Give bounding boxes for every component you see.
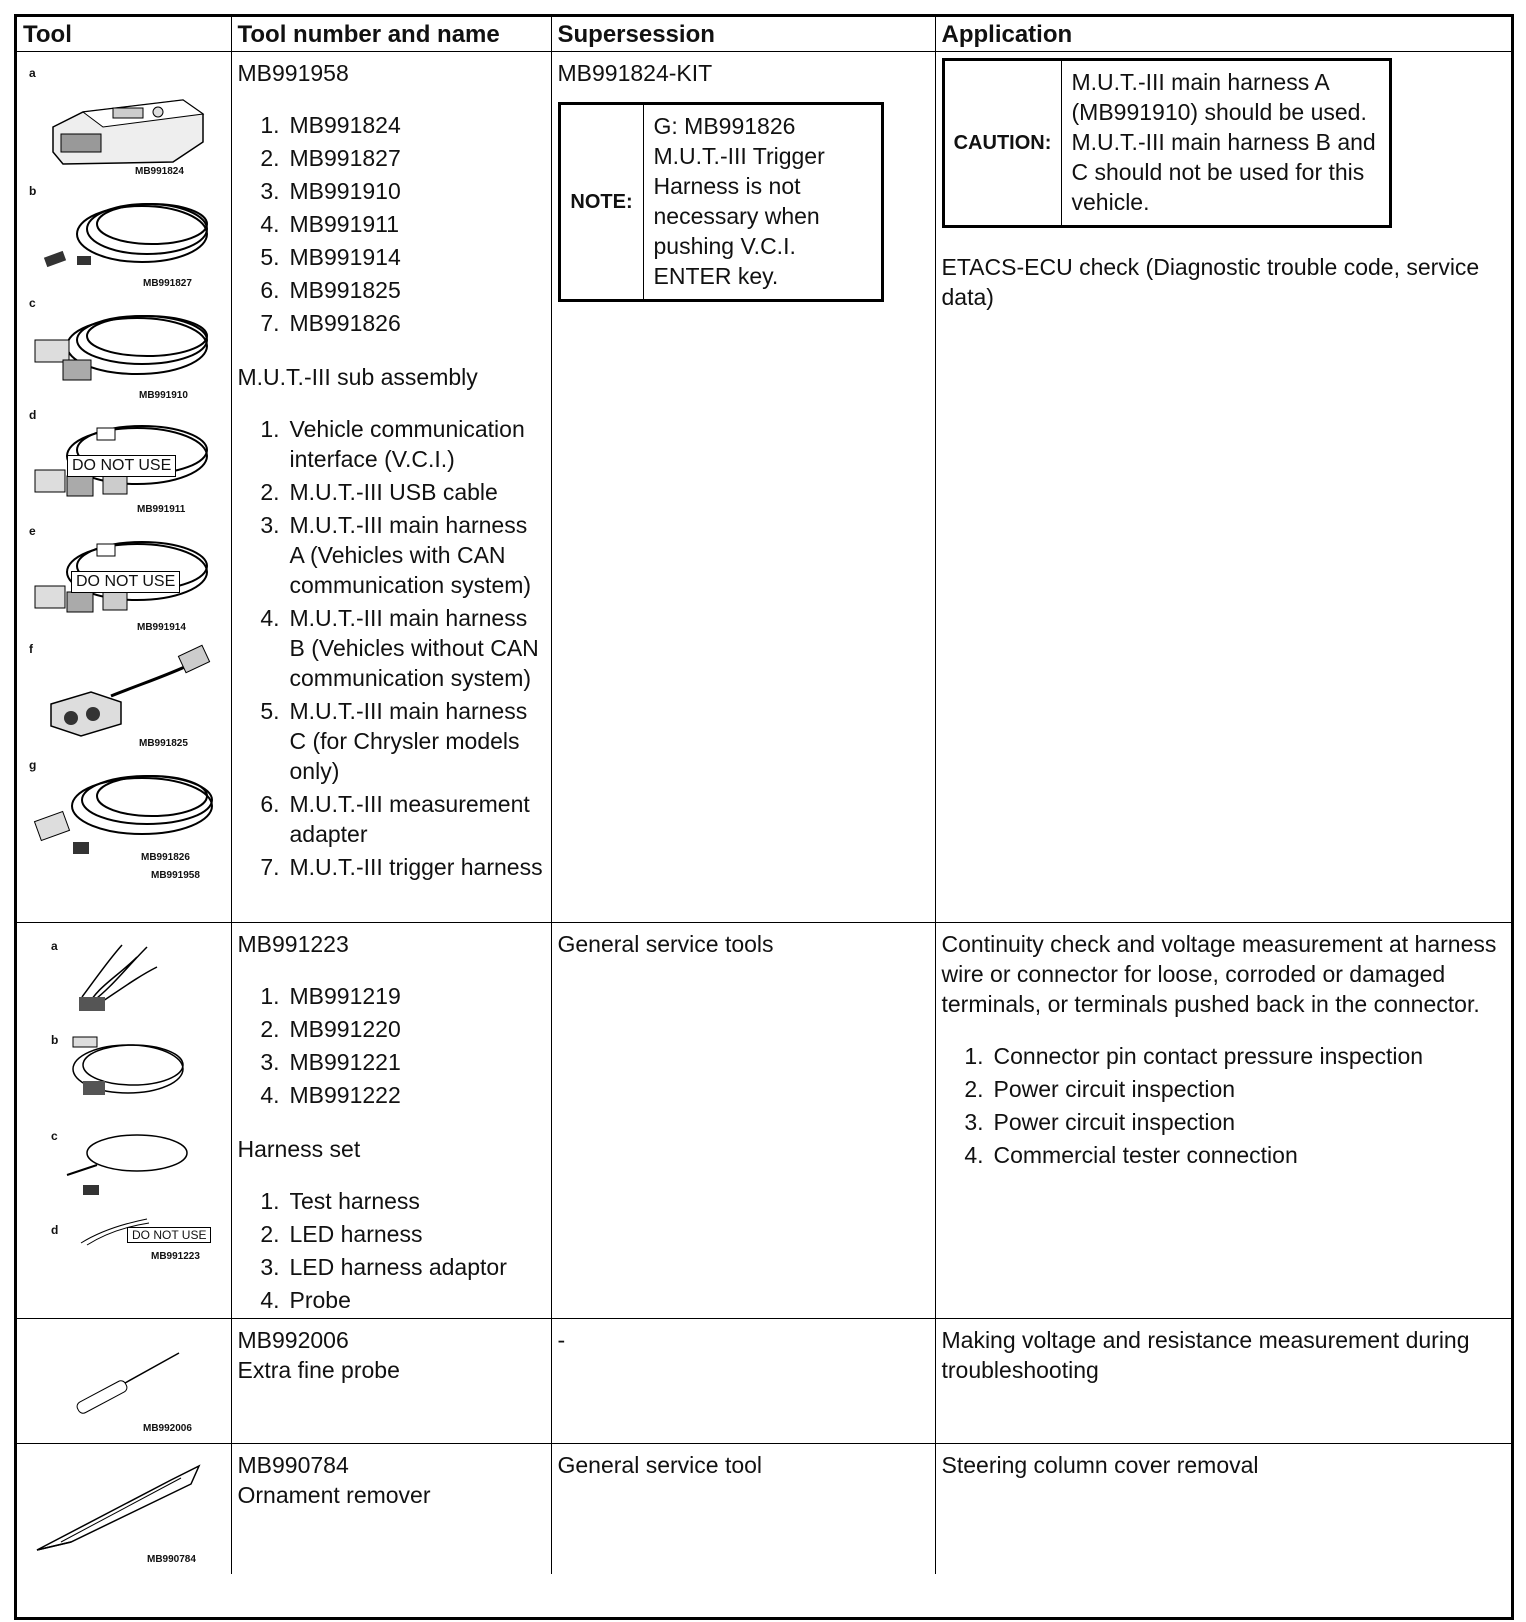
list-item: 1. Vehicle communication interface (V.C.I.) [260,415,525,472]
table-row [17,1443,1511,1574]
part-label: MB991914 [137,621,186,633]
list-item: 2. MB991827 [260,144,401,171]
tool-letter: b [51,1032,59,1047]
application-text: Making voltage and resistance measurement during troubleshooting [941,1326,1470,1383]
list-item: 5. MB991914 [260,243,401,270]
list-item: 1. Connector pin contact pressure inspection [964,1042,1424,1069]
table-row [17,1318,1511,1443]
tool-letter: c [29,295,36,310]
led-harness-adaptor-illustration [57,1123,197,1203]
do-not-use-badge: DO NOT USE [67,455,176,477]
application-cell [935,922,1511,1318]
tool-number-cell [231,51,551,922]
sub-heading: Harness set [237,1135,361,1162]
note-text: G: MB991826 M.U.T.-III Trigger Harness is not necessary when pushing V.C.I. ENTER key. [653,112,825,289]
supersession-value: MB991824-KIT [557,59,713,86]
tool-number: MB990784 [237,1451,349,1478]
part-label: MB992006 [143,1422,192,1434]
header-application: Application [935,17,1511,51]
sub-assembly-list [238,414,545,882]
list-item: 4. Probe [260,1286,351,1313]
part-label: MB991911 [137,503,186,515]
part-list [238,981,545,1110]
tool-number-cell [231,1443,551,1574]
list-item: 7. M.U.T.-III trigger harness [260,853,543,880]
tool-letter: c [51,1128,58,1143]
application-cell [935,51,1511,922]
application-cell [935,1443,1511,1574]
part-label: MB991827 [143,277,192,289]
do-not-use-badge: DO NOT USE [71,571,180,593]
table-row [17,922,1511,1318]
list-item: 4. MB991222 [260,1081,401,1108]
list-item: 6. M.U.T.-III measurement adapter [260,790,530,847]
ornament-remover-illustration [31,1458,211,1558]
tool-letter: b [29,183,37,198]
application-text: ETACS-ECU check (Diagnostic trouble code, service data) [941,253,1480,310]
tool-letter: d [29,407,37,422]
application-text: Continuity check and voltage measurement at harness wire or connector for loose, corroded or damaged terminals, or terminals pushed back in the connector. [941,930,1497,1017]
tool-illustration-cell [17,1443,231,1574]
list-item: 4. M.U.T.-III main harness B (Vehicles without CAN communication system) [260,604,539,691]
led-harness-illustration [63,1027,193,1107]
supersession-cell [551,922,935,1318]
supersession-cell [551,51,935,922]
list-item: 3. MB991221 [260,1048,401,1075]
measurement-adapter-illustration [41,644,211,739]
supersession-value: - [557,1326,566,1353]
tool-number: MB992006 [237,1326,349,1353]
part-label: MB991825 [139,737,188,749]
part-label: MB991223 [151,1250,200,1262]
test-harness-illustration [67,937,167,1017]
tool-letter: a [29,65,36,80]
tool-illustration-cell [17,1318,231,1443]
caution-box [942,58,1392,228]
list-item: 2. MB991220 [260,1015,401,1042]
tool-number-cell [231,922,551,1318]
list-item: 3. LED harness adaptor [260,1253,507,1280]
list-item: 3. M.U.T.-III main harness A (Vehicles with CAN communication system) [260,511,532,598]
tool-letter: f [29,641,33,656]
tool-illustration-cell [17,51,231,922]
tool-name: Ornament remover [237,1481,431,1508]
supersession-cell [551,1443,935,1574]
extra-fine-probe-illustration [67,1349,187,1419]
part-list [238,110,545,338]
note-box [558,102,884,302]
supersession-value: General service tool [557,1451,763,1478]
list-item: 4. Commercial tester connection [964,1141,1298,1168]
header-tool: Tool [17,17,231,51]
tool-number: MB991958 [237,59,349,86]
list-item: 1. Test harness [260,1187,420,1214]
tool-letter: e [29,523,36,538]
list-item: 6. MB991825 [260,276,401,303]
list-item: 4. MB991911 [260,210,400,237]
application-list [942,1041,1506,1170]
caution-label: CAUTION: [945,61,1062,225]
harness-set-list [238,1186,545,1315]
header-supersession: Supersession [551,17,935,51]
part-label: MB991910 [139,389,188,401]
vci-unit-illustration [43,72,213,172]
header-tool-number: Tool number and name [231,17,551,51]
list-item: 7. MB991826 [260,309,401,336]
usb-cable-illustration [37,184,217,279]
trigger-harness-illustration [27,757,217,860]
list-item: 2. LED harness [260,1220,423,1247]
application-text: Steering column cover removal [941,1451,1259,1478]
caution-text: M.U.T.-III main harness A (MB991910) should be used. M.U.T.-III main harness B and C should not be used for this vehicle. [1071,68,1376,215]
tool-illustration-cell [17,922,231,1318]
tool-name: Extra fine probe [237,1356,400,1383]
application-cell [935,1318,1511,1443]
tool-letter: d [51,1222,59,1237]
tool-number: MB991223 [237,930,349,957]
sub-heading: M.U.T.-III sub assembly [237,363,478,390]
table-row [17,51,1511,922]
part-label: MB991958 [151,869,200,881]
list-item: 2. Power circuit inspection [964,1075,1236,1102]
tool-letter: g [29,757,37,772]
main-harness-a-illustration [27,295,217,393]
part-label: MB991824 [135,165,184,177]
header-row [17,17,1511,51]
part-label: MB990784 [147,1553,196,1565]
supersession-cell [551,1318,935,1443]
part-label: MB991826 [141,851,190,863]
supersession-value: General service tools [557,930,774,957]
list-item: 2. M.U.T.-III USB cable [260,478,498,505]
list-item: 3. MB991910 [260,177,401,204]
list-item: 1. MB991219 [260,982,401,1009]
note-label: NOTE: [561,105,644,299]
list-item: 5. M.U.T.-III main harness C (for Chrysler models only) [260,697,528,784]
tool-letter: a [51,938,58,953]
tools-table [17,17,1511,1574]
tool-number-cell [231,1318,551,1443]
list-item: 3. Power circuit inspection [964,1108,1236,1135]
do-not-use-badge: DO NOT USE [127,1227,211,1243]
special-tools-table [14,14,1514,1620]
list-item: 1. MB991824 [260,111,401,138]
